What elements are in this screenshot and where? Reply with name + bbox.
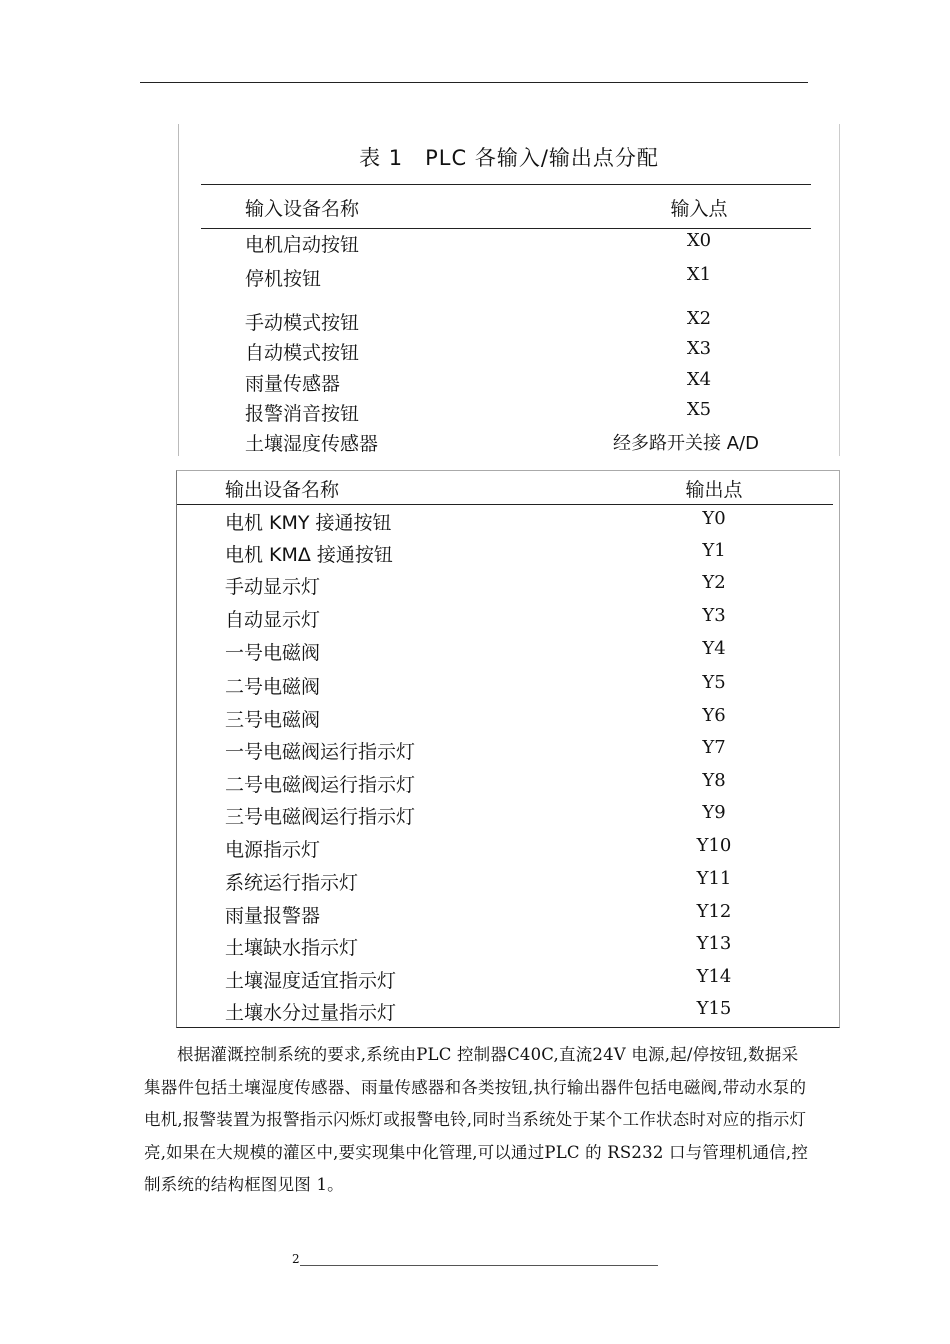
output-row-name: 土壤缺水指示灯 <box>225 937 359 959</box>
body-paragraph: 根据灌溉控制系统的要求,系统由PLC 控制器C40C,直流24V 电源,起/停按钮,数据采集器件包括土壤湿度传感器、雨量传感器和各类按钮,执行输出器件包括电磁阀,带动水泵的电机,报警装置为报警指示闪烁灯或报警电铃,同时当系统处于某个工作状态时对应的指示灯亮,如果在大规模的灌区中,要实现集中化管理,可以通过PLC 的 RS232 口与管理机通信,控制系统的结构框图见图 1。 <box>144 1045 809 1194</box>
output-row-name: 系统运行指示灯 <box>225 872 359 894</box>
output-row-point: Y4 <box>702 638 726 659</box>
output-header-rule <box>177 504 833 505</box>
output-row-point: Y10 <box>696 835 732 856</box>
output-row-point: Y15 <box>696 998 732 1019</box>
input-row-name: 停机按钮 <box>245 268 322 290</box>
output-table <box>176 470 840 1028</box>
output-row-point: Y5 <box>702 672 726 693</box>
output-row-name: 雨量报警器 <box>225 905 321 927</box>
output-row-name: 二号电磁阀运行指示灯 <box>225 774 416 796</box>
output-row-name: 一号电磁阀 <box>225 642 321 664</box>
output-row-name: 土壤水分过量指示灯 <box>225 1002 397 1024</box>
output-row-point: Y11 <box>696 868 732 889</box>
output-row-name: 电源指示灯 <box>225 839 321 861</box>
table-caption: 表 1 PLC 各输入/输出点分配 <box>359 146 659 170</box>
output-row-name: 三号电磁阀 <box>225 709 321 731</box>
input-row-name: 自动模式按钮 <box>245 342 360 364</box>
input-row-point: X3 <box>686 338 712 359</box>
input-header-rule <box>201 228 811 229</box>
table-top-rule <box>201 184 811 185</box>
output-row-point: Y1 <box>702 540 726 561</box>
input-row-point: X0 <box>686 230 712 251</box>
output-row-point: Y12 <box>696 901 732 922</box>
output-row-name: 电机 KMY 接通按钮 <box>225 512 392 534</box>
input-row-name: 电机启动按钮 <box>245 234 360 256</box>
input-row-name: 土壤湿度传感器 <box>245 433 379 455</box>
output-point-header: 输出点 <box>685 479 743 501</box>
output-row-point: Y3 <box>702 605 726 626</box>
output-row-name: 二号电磁阀 <box>225 676 321 698</box>
footer-rule <box>300 1265 658 1266</box>
output-row-point: Y14 <box>696 966 732 987</box>
input-name-header: 输入设备名称 <box>245 198 360 220</box>
page-number: 2 <box>292 1252 300 1266</box>
input-row-name: 雨量传感器 <box>245 373 341 395</box>
output-row-name: 三号电磁阀运行指示灯 <box>225 806 416 828</box>
output-row-point: Y0 <box>702 508 726 529</box>
output-row-point: Y2 <box>702 572 726 593</box>
output-row-name: 电机 KMΔ 接通按钮 <box>225 544 393 566</box>
input-row-name: 报警消音按钮 <box>245 403 360 425</box>
input-row-point: X5 <box>686 399 712 420</box>
output-row-point: Y9 <box>702 802 726 823</box>
output-row-name: 土壤湿度适宜指示灯 <box>225 970 397 992</box>
output-row-name: 一号电磁阀运行指示灯 <box>225 741 416 763</box>
input-row-point: X4 <box>686 369 712 390</box>
output-row-point: Y7 <box>702 737 726 758</box>
input-row-name: 手动模式按钮 <box>245 312 360 334</box>
input-row-point: 经多路开关接 A/D <box>613 433 759 454</box>
input-row-point: X1 <box>686 264 712 285</box>
output-row-name: 自动显示灯 <box>225 609 321 631</box>
input-table <box>178 124 840 456</box>
output-row-name: 手动显示灯 <box>225 576 321 598</box>
output-row-point: Y6 <box>702 705 726 726</box>
output-name-header: 输出设备名称 <box>225 479 340 501</box>
output-row-point: Y8 <box>702 770 726 791</box>
input-row-point: X2 <box>686 308 712 329</box>
page-header-rule <box>140 82 808 83</box>
input-point-header: 输入点 <box>670 198 728 220</box>
output-row-point: Y13 <box>696 933 732 954</box>
